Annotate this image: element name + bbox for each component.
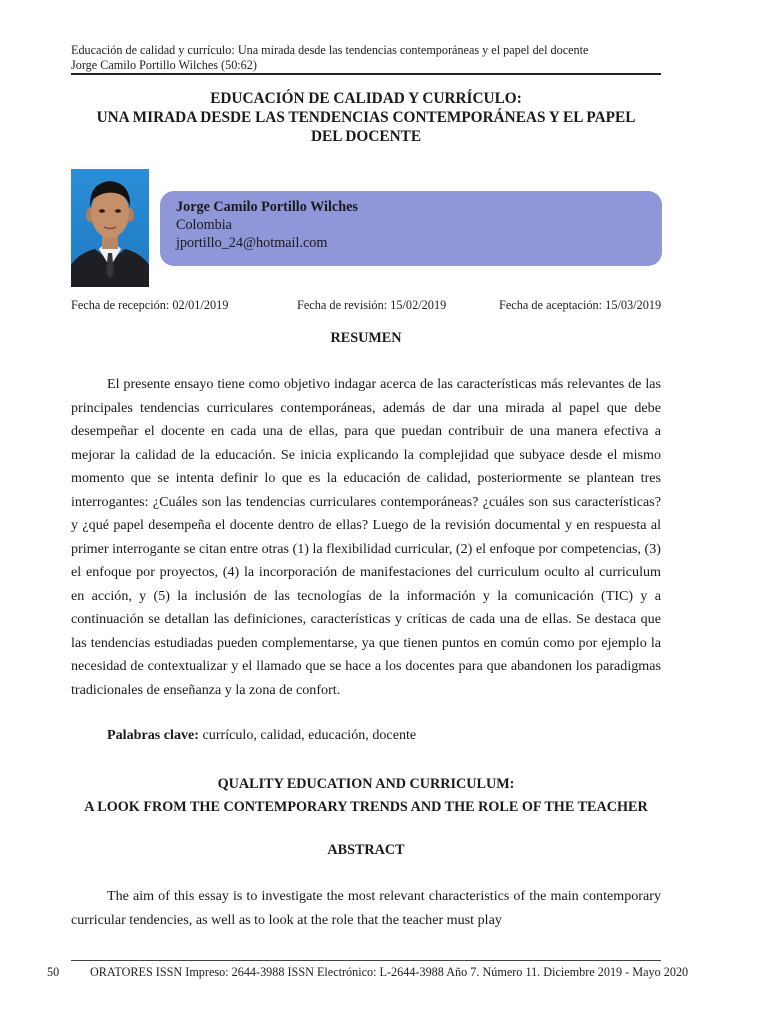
date-received: Fecha de recepción: 02/01/2019 <box>71 298 229 312</box>
author-photo <box>71 169 149 287</box>
article-title-line-1: EDUCACIÓN DE CALIDAD Y CURRÍCULO: <box>210 90 522 107</box>
resumen-paragraph: El presente ensayo tiene como objetivo indagar acerca de las características más relevantes de las principales tendencias curriculares contemporáneas, además de dar una mirada al papel que debe desempeñar el docente en cada una de ellas, para que puedan contribuir de una manera efectiva a mejorar la calidad de la educación. Se inicia explicando la complejidad que subyace desde el mismo momento que se intenta definir lo que es la educación de calidad, posteriormente se plantean tres interrogantes: ¿Cuáles son las tendencias curriculares contemporáneas? ¿cuáles son sus características? y ¿qué papel desempeña el docente dentro de ellas? Luego de la revisión documental y en respuesta al primer interrogante se citan entre otras (1) la flexibilidad curricular, (2) el enfoque por competencias, (3) el enfoque por proyectos, (4) la incorporación de manifestaciones del curriculum oculto al curriculum en acción, y (5) la inclusión de las tecnologías de la información y la comunicación (TIC) y a continuación se detallan las definiciones, características y críticas de cada una de ellas. Se destaca que las tendencias estudiadas pueden complementarse, ya que tienen puntos en común como por ejemplo la necesidad de contextualizar y el llamado que se hace a los docentes para que abandonen los paradigmas tradicionales de enseñanza y la zona de confort. <box>71 376 661 698</box>
author-email[interactable]: jportillo_24@hotmail.com <box>176 235 328 251</box>
article-title <box>60 89 672 146</box>
running-header-author: Jorge Camilo Portillo Wilches (50:62) <box>71 58 257 72</box>
keywords-text: currículo, calidad, educación, docente <box>202 727 417 743</box>
keywords-label: Palabras clave: <box>107 727 199 743</box>
article-title-line-3: DEL DOCENTE <box>310 128 422 145</box>
keywords <box>107 726 416 744</box>
resumen-heading: RESUMEN <box>330 330 402 346</box>
footer-rule <box>71 960 661 961</box>
english-title-line-2: A LOOK FROM THE CONTEMPORARY TRENDS AND THE ROLE OF THE TEACHER <box>84 799 648 815</box>
english-title <box>71 773 661 819</box>
english-title-line-1: QUALITY EDUCATION AND CURRICULUM: <box>217 776 515 792</box>
date-revised: Fecha de revisión: 15/02/2019 <box>297 298 447 312</box>
date-accepted: Fecha de aceptación: 15/03/2019 <box>499 298 662 312</box>
abstract-heading: ABSTRACT <box>327 842 405 858</box>
page-number: 50 <box>47 965 60 979</box>
running-header-title: Educación de calidad y currículo: Una mirada desde las tendencias contemporáneas y el papel del docente <box>71 43 589 57</box>
journal-info: ORATORES ISSN Impreso: 2644-3988 ISSN Electrónico: L-2644-3988 Año 7. Número 11. Diciembre 2019 - Mayo 2020 <box>90 965 689 979</box>
author-name: Jorge Camilo Portillo Wilches <box>176 199 358 215</box>
header-rule <box>71 73 661 75</box>
author-country: Colombia <box>176 217 232 233</box>
article-title-line-2: UNA MIRADA DESDE LAS TENDENCIAS CONTEMPORÁNEAS Y EL PAPEL <box>96 109 636 126</box>
author-info-box <box>160 191 662 266</box>
abstract-paragraph: The aim of this essay is to investigate the most relevant characteristics of the main contemporary curricular tendencies, as well as to look at the role that the teacher must play <box>71 888 661 928</box>
